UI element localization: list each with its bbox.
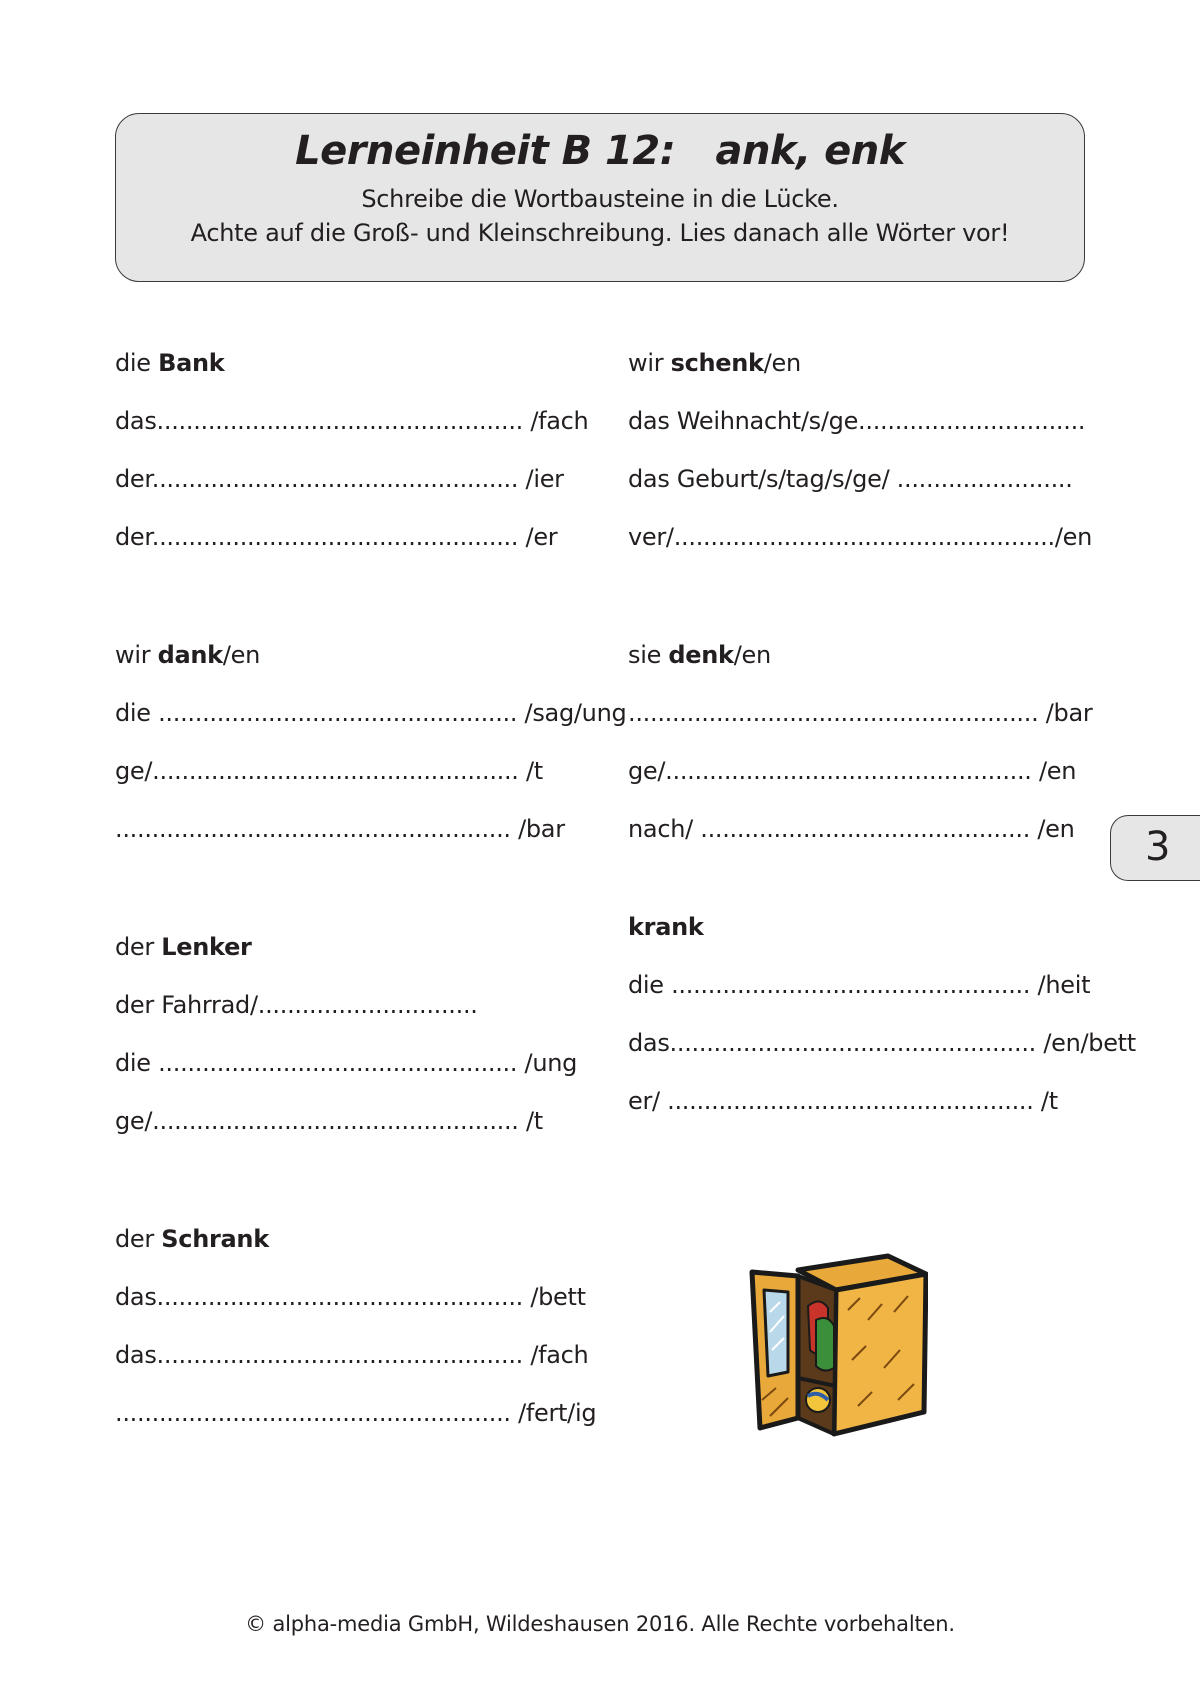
group-heading: der Schrank [115, 1225, 269, 1253]
fill-line[interactable]: das Geburt/s/tag/s/ge/ ........................ [628, 465, 1073, 493]
word-stem: schenk [670, 349, 764, 377]
word-stem: Lenker [161, 933, 252, 961]
group-heading: der Lenker [115, 933, 252, 961]
fill-line[interactable]: ........................................................ /bar [628, 699, 1093, 727]
instruction-line-1: Schreibe die Wortbausteine in die Lücke. [361, 185, 839, 213]
fill-line[interactable]: die ................................................. /ung [115, 1049, 578, 1077]
word-stem: dank [157, 641, 223, 669]
instruction-line-2: Achte auf die Groß- und Kleinschreibung. Lies danach alle Wörter vor! [190, 219, 1010, 247]
wardrobe-icon [748, 1250, 928, 1440]
fill-line[interactable]: der Fahrrad/.............................. [115, 991, 478, 1019]
word-stem: Bank [158, 349, 225, 377]
fill-line[interactable]: der.................................................. /ier [115, 465, 564, 493]
group-heading [628, 912, 704, 942]
group-heading: sie denk/en [628, 641, 771, 669]
fill-line[interactable]: das.................................................. /bett [115, 1283, 586, 1311]
fill-line[interactable]: ge/.................................................. /t [115, 1107, 543, 1135]
fill-line[interactable]: ver/..................................................../en [628, 523, 1092, 551]
fill-line[interactable]: das.................................................. /fach [115, 1341, 589, 1369]
word-stem: Schrank [161, 1225, 269, 1253]
fill-line[interactable]: die ................................................. /heit [628, 971, 1091, 999]
fill-line[interactable]: die ................................................. /sag/ung [115, 699, 627, 727]
fill-line[interactable]: das.................................................. /fach [115, 407, 589, 435]
copyright-footer: © alpha-media GmbH, Wildeshausen 2016. Alle Rechte vorbehalten. [245, 1612, 955, 1636]
group-heading: wir schenk/en [628, 349, 801, 377]
fill-line[interactable]: ge/.................................................. /t [115, 757, 543, 785]
fill-line[interactable]: nach/ ............................................. /en [628, 815, 1075, 843]
group-heading: wir dank/en [115, 641, 260, 669]
fill-line[interactable]: ge/.................................................. /en [628, 757, 1077, 785]
fill-line[interactable]: das.................................................. /en/bett [628, 1029, 1136, 1057]
fill-line[interactable]: ...................................................... /fert/ig [115, 1399, 597, 1427]
group-heading: die Bank [115, 349, 225, 377]
header-box [115, 113, 1085, 282]
fill-line[interactable]: er/ .................................................. /t [628, 1087, 1058, 1115]
word-stem: denk [668, 641, 734, 669]
word-stem: krank [628, 913, 704, 941]
page-title: Lerneinheit B 12: ank, enk [295, 128, 905, 174]
fill-line[interactable]: der.................................................. /er [115, 523, 558, 551]
fill-line[interactable]: ...................................................... /bar [115, 815, 565, 843]
chapter-tab: 3 [1110, 815, 1200, 881]
fill-line[interactable]: das Weihnacht/s/ge............................... [628, 407, 1086, 435]
